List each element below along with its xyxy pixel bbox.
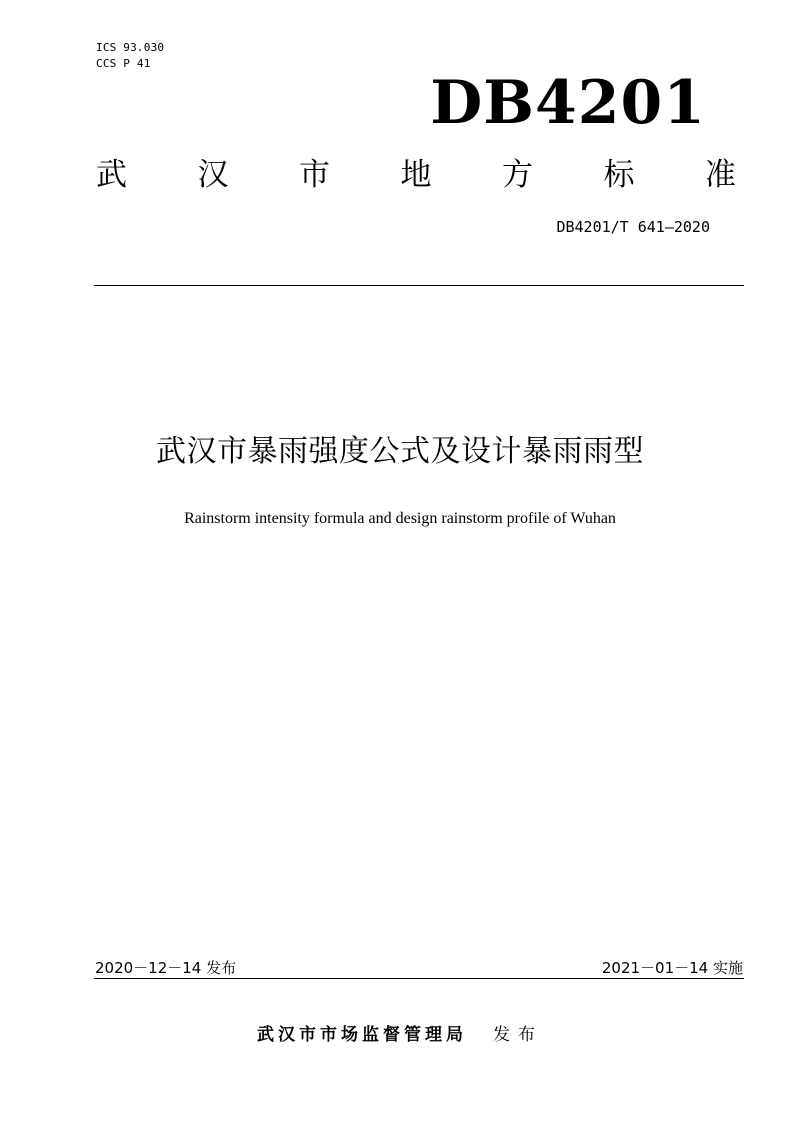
standard-type-char: 市 [299, 157, 330, 193]
issuer-line [0, 1022, 800, 1048]
issue-action: 发布 [493, 1025, 543, 1045]
implementation-date: 2021－01－14 实施 [601, 959, 743, 977]
db-logo: DB4201 [430, 68, 706, 138]
issue-date: 2020－12－14 发布 [95, 959, 237, 977]
ics-code: ICS 93.030 [96, 41, 165, 54]
standard-code: DB4201/T 641—2020 [556, 218, 710, 236]
document-title-chinese: 武汉市暴雨强度公式及设计暴雨雨型 [156, 434, 644, 469]
footer-divider [94, 978, 744, 979]
ccs-code: CCS P 41 [96, 57, 151, 70]
issuing-authority: 武汉市市场监督管理局 [257, 1025, 467, 1045]
standard-type-char: 准 [705, 157, 736, 193]
standard-type-char: 汉 [197, 157, 229, 193]
standard-type-char: 地 [400, 157, 432, 193]
document-title-english: Rainstorm intensity formula and design rainstorm profile of Wuhan [184, 510, 616, 527]
header-divider [94, 285, 744, 286]
classification-codes [96, 40, 164, 72]
standard-type [96, 154, 736, 196]
standard-type-char: 方 [502, 157, 533, 193]
standard-type-char: 武 [96, 157, 127, 193]
standard-type-char: 标 [603, 157, 635, 193]
